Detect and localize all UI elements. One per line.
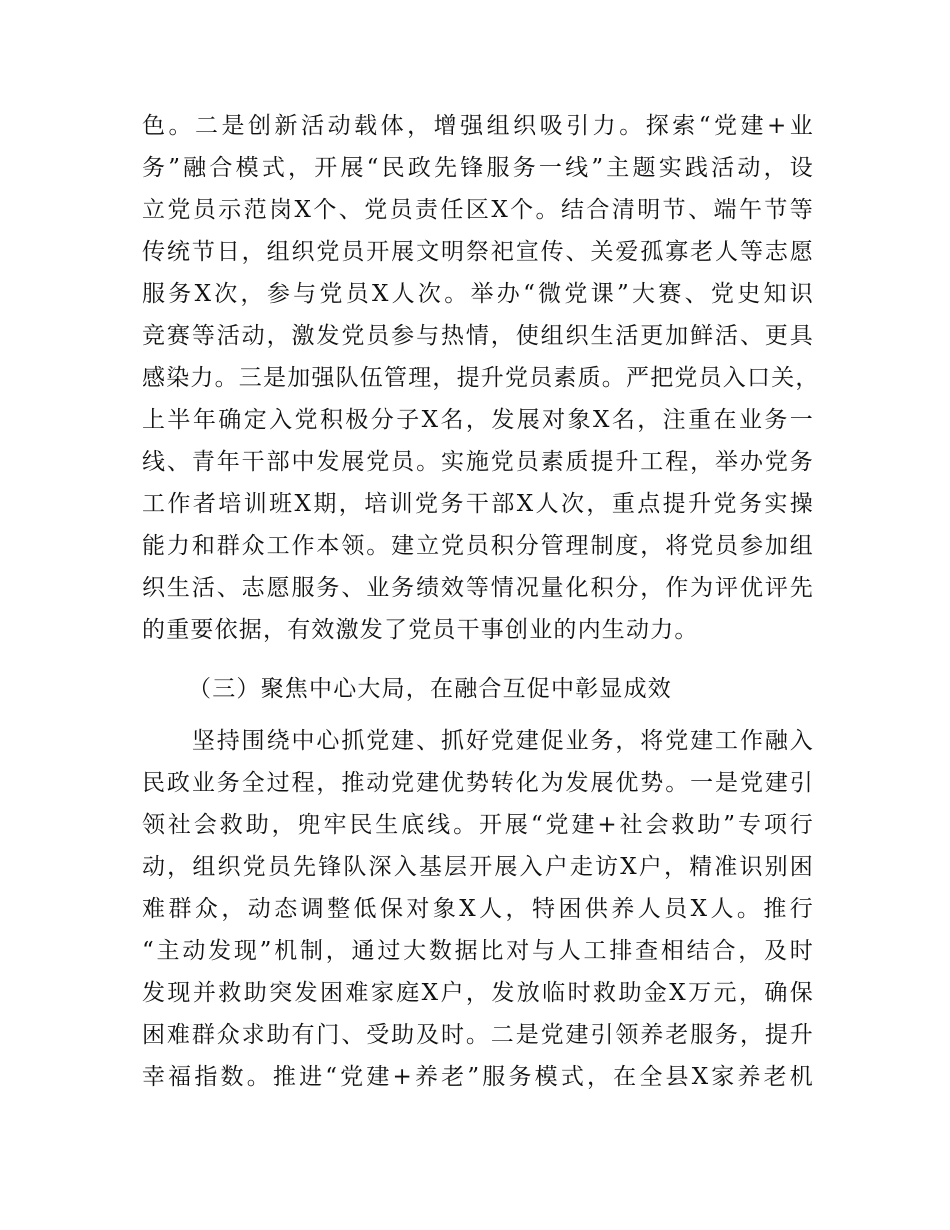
text-line: 幸福指数。推进“党建+养老”服务模式，在全县X家养老机 — [142, 1064, 814, 1090]
section-heading — [142, 668, 814, 710]
text-line: 务”融合模式，开展“民政先锋服务一线”主题实践活动，设 — [142, 155, 814, 181]
text-line: 传统节日，组织党员开展文明祭祀宣传、关爱孤寡老人等志愿 — [142, 239, 814, 265]
text-line: 竞赛等活动，激发党员参与热情，使组织生活更加鲜活、更具 — [142, 323, 814, 349]
text-line: 织生活、志愿服务、业务绩效等情况量化积分，作为评优评先 — [142, 575, 814, 601]
text-line: 难群众，动态调整低保对象X人，特困供养人员X人。推行 — [142, 896, 814, 922]
text-line: 动，组织党员先锋队深入基层开展入户走访X户，精准识别困 — [142, 854, 814, 880]
text-line: 线、青年干部中发展党员。实施党员素质提升工程，举办党务 — [142, 449, 814, 475]
text-line: 工作者培训班X期，培训党务干部X人次，重点提升党务实操 — [142, 491, 814, 517]
text-line: 发现并救助突发困难家庭X户，发放临时救助金X万元，确保 — [142, 980, 814, 1006]
text-line: 困难群众求助有门、受助及时。二是党建引领养老服务，提升 — [142, 1022, 814, 1048]
text-line: 能力和群众工作本领。建立党员积分管理制度，将党员参加组 — [142, 533, 814, 559]
text-line: 立党员示范岗X个、党员责任区X个。结合清明节、端午节等 — [142, 197, 814, 223]
text-line: “主动发现”机制，通过大数据比对与人工排查相结合，及时 — [142, 938, 814, 964]
text-line: 坚持围绕中心抓党建、抓好党建促业务，将党建工作融入 — [142, 728, 814, 754]
section-heading-text: （三）聚焦中心大局，在融合互促中彰显成效 — [188, 676, 672, 702]
text-line: 感染力。三是加强队伍管理，提升党员素质。严把党员入口关， — [142, 365, 820, 391]
text-line: 服务X次，参与党员X人次。举办“微党课”大赛、党史知识 — [142, 281, 814, 307]
text-line: 领社会救助，兜牢民生底线。开展“党建+社会救助”专项行 — [142, 812, 814, 838]
text-line: 色。二是创新活动载体，增强组织吸引力。探索“党建+业 — [142, 113, 814, 139]
text-line: 上半年确定入党积极分子X名，发展对象X名，注重在业务一 — [142, 407, 814, 433]
paragraph-section-three — [142, 720, 814, 1098]
text-line: 的重要依据，有效激发了党员干事创业的内生动力。 — [142, 617, 699, 643]
text-line: 民政业务全过程，推动党建优势转化为发展优势。一是党建引 — [142, 770, 814, 796]
paragraph-continued — [142, 105, 820, 651]
